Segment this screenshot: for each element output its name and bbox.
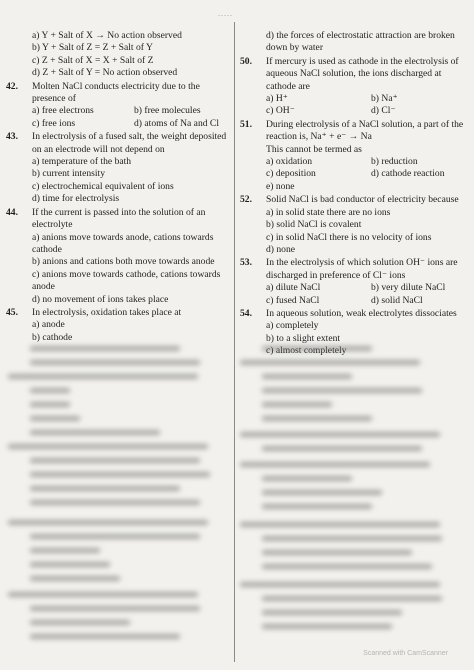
option: d) solid NaCl [371, 294, 423, 306]
option: c) OH⁻ [266, 105, 295, 117]
option: d) the forces of electrostatic attraction are broken down by water [266, 30, 455, 54]
option: d) time for electrolysis [32, 193, 120, 205]
option: d) atoms of Na and Cl [134, 117, 219, 129]
option: d) Z + Salt of Y = No action observed [32, 67, 178, 79]
question-text: In aqueous solution, weak electrolytes dissociates [266, 307, 457, 319]
left-column [4, 30, 230, 345]
question-number: 45. [6, 306, 18, 318]
blurred-text-line [30, 458, 200, 463]
question-45 [4, 307, 230, 344]
blurred-text-line [30, 486, 180, 491]
option: b) cathode [32, 331, 73, 343]
blurred-text-line [262, 388, 422, 393]
option: e) none [266, 180, 295, 192]
question-51 [238, 119, 470, 193]
question-41-continued [4, 30, 230, 80]
question-text: Molten NaCl conducts electricity due to the presence of [32, 80, 200, 105]
question-text: During electrolysis of a NaCl solution, a part of the reaction is, Na⁺ + e⁻ → Na [266, 118, 464, 143]
question-number: 54. [240, 307, 252, 319]
blurred-text-line [262, 374, 352, 379]
blurred-text-line [240, 360, 420, 365]
question-number: 42. [6, 80, 18, 92]
option: c) fused NaCl [266, 294, 320, 306]
blurred-text-line [262, 550, 412, 555]
options-grid [266, 282, 470, 307]
blurred-text-line [30, 606, 200, 611]
option: a) Y + Salt of X → No action observed [32, 30, 182, 41]
blurred-text-line [240, 522, 440, 527]
blurred-text-line [240, 462, 430, 467]
question-text: If the current is passed into the solution of an electrolyte [32, 206, 206, 231]
option: a) anode [32, 319, 65, 331]
blurred-text-line [262, 536, 442, 541]
blurred-text-line [8, 592, 198, 597]
option: b) reduction [371, 156, 418, 168]
option: b) Y + Salt of Z = Z + Salt of Y [32, 42, 153, 54]
options-grid [266, 156, 470, 181]
blurred-text-line [30, 548, 100, 553]
option: a) anions move towards anode, cations towards cathode [32, 231, 214, 255]
blurred-text-line [262, 416, 372, 421]
blurred-text-line [240, 432, 440, 437]
option: c) electrochemical equivalent of ions [32, 180, 174, 192]
blurred-text-line [30, 500, 200, 505]
blurred-text-line [262, 624, 392, 629]
blurred-text-line [262, 446, 422, 451]
blurred-text-line [30, 388, 70, 393]
blurred-text-line [262, 476, 352, 481]
blurred-text-line [262, 610, 402, 615]
blurred-text-line [30, 360, 200, 365]
question-53 [238, 257, 470, 307]
option: a) temperature of the bath [32, 156, 132, 168]
options-grid [32, 105, 230, 130]
question-number: 50. [240, 55, 252, 67]
option: a) H⁺ [266, 93, 288, 105]
blurred-text-line [262, 596, 442, 601]
option: a) oxidation [266, 156, 313, 168]
blurred-text-line [8, 444, 208, 449]
blurred-text-line [30, 346, 180, 351]
option: d) cathode reaction [371, 168, 445, 180]
question-number: 53. [240, 257, 252, 269]
question-text: If mercury is used as cathode in the electrolysis of aqueous NaCl solution, the ions discharged at cathode are [266, 55, 459, 92]
question-50 [238, 56, 470, 118]
blurred-text-line [30, 576, 120, 581]
right-column [238, 30, 470, 359]
option: b) Na⁺ [371, 93, 398, 105]
blurred-text-line [240, 582, 440, 587]
option: d) Cl⁻ [371, 105, 396, 117]
option: a) free electrons [32, 105, 94, 117]
question-text: Solid NaCl is bad conductor of electricity because [266, 194, 459, 206]
option: c) anions move towards cathode, cations towards anode [32, 268, 221, 293]
question-number: 43. [6, 131, 18, 143]
scanner-watermark: Scanned with CamScanner [363, 649, 448, 657]
blurred-text-line [30, 472, 210, 477]
option: b) anions and cations both move towards anode [32, 256, 215, 268]
blurred-text-line [30, 634, 180, 639]
blurred-text-line [262, 402, 332, 407]
option: b) to a slight extent [266, 332, 341, 344]
blurred-text-line [262, 490, 382, 495]
blurred-text-line [262, 346, 372, 351]
blurred-text-line [30, 430, 160, 435]
option: c) Z + Salt of X = X + Salt of Z [32, 54, 154, 66]
option: c) free ions [32, 117, 76, 129]
blurred-text-line [30, 562, 110, 567]
question-number: 51. [240, 118, 252, 130]
option: a) in solid state there are no ions [266, 206, 391, 218]
option: b) very dilute NaCl [371, 282, 446, 294]
option: d) none [266, 243, 296, 255]
blurred-text-line [262, 564, 432, 569]
blurred-text-line [30, 534, 200, 539]
blurred-content-region [0, 340, 474, 670]
question-number: 44. [6, 206, 18, 218]
question-42 [4, 81, 230, 131]
option: a) dilute NaCl [266, 282, 321, 294]
option: d) no movement of ions takes place [32, 293, 169, 305]
question-text: In electrolysis, oxidation takes place at [32, 306, 182, 318]
option: a) completely [266, 320, 319, 332]
option: c) deposition [266, 168, 316, 180]
top-mark: ----- [218, 13, 233, 19]
blurred-text-line [8, 520, 208, 525]
question-52 [238, 194, 470, 256]
options-grid [266, 93, 470, 118]
option: b) free molecules [134, 105, 201, 117]
question-text: In the electrolysis of which solution OH⁻ ions are discharged in preference of Cl⁻ ions [266, 257, 458, 281]
option: b) solid NaCl is covalent [266, 219, 362, 231]
blurred-text-line [30, 620, 130, 625]
blurred-text-line [8, 374, 198, 379]
question-49-continued [238, 30, 470, 55]
blurred-text-line [262, 504, 372, 509]
question-number: 52. [240, 194, 252, 206]
question-43 [4, 131, 230, 205]
blurred-text-line [30, 416, 80, 421]
option: b) current intensity [32, 168, 105, 180]
blurred-text-line [30, 402, 70, 407]
question-44 [4, 207, 230, 306]
question-text: In electrolysis of a fused salt, the weight deposited on an electrode will not depend on [32, 131, 227, 155]
option: c) in solid NaCl there is no velocity of ions [266, 231, 432, 243]
question-subtext: This cannot be termed as [266, 143, 362, 155]
